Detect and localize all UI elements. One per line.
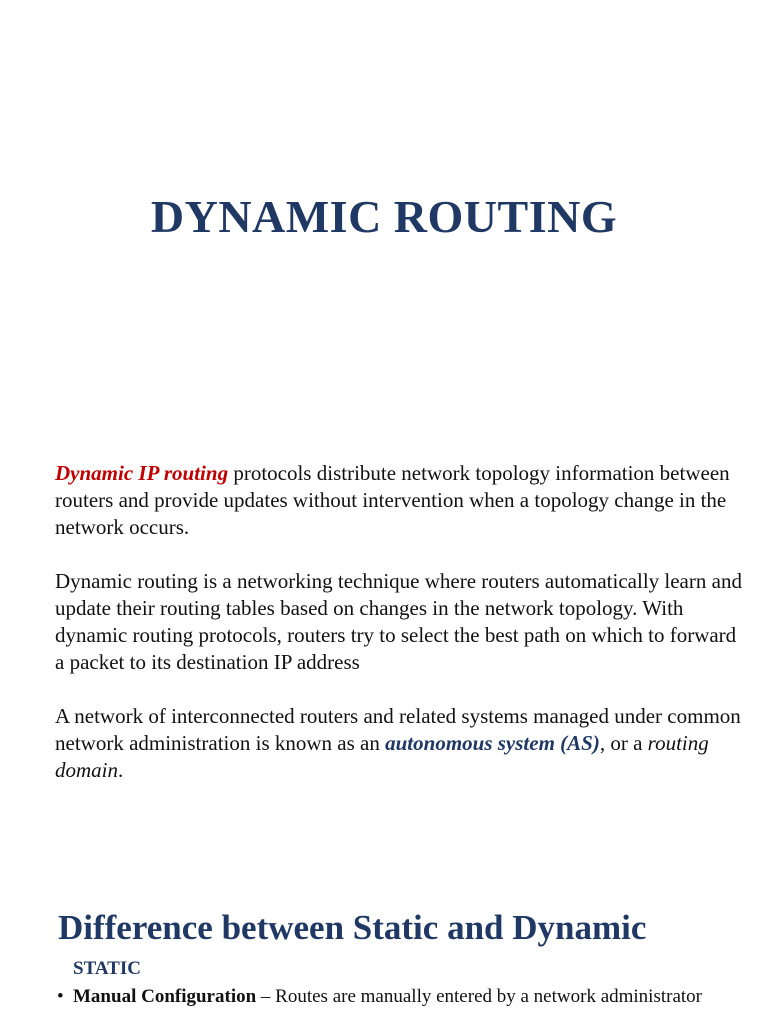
- bullet-title: Manual Configuration: [73, 986, 257, 1007]
- paragraph-text: A network of interconnected routers and related systems managed under common network administration is known as an: [55, 704, 741, 755]
- bullet-text: – Routes are manually entered by a network administrator: [256, 986, 703, 1007]
- paragraph-dynamic-routing-definition: Dynamic routing is a networking technique where routers automatically learn and update their routing tables based on changes in the network topology. With dynamic routing protocols, routers try to select the best path on which to forward a packet to its destination IP address: [55, 569, 742, 674]
- highlight-term-autonomous-system: autonomous system (AS): [385, 731, 600, 755]
- static-bullet-list: [55, 986, 745, 1008]
- paragraph-text: , or a: [599, 731, 648, 755]
- paragraph-autonomous-system: [55, 703, 745, 784]
- highlight-term-dynamic-ip-routing: Dynamic IP routing: [55, 461, 229, 485]
- section-heading: Difference between Static and Dynamic: [58, 908, 647, 947]
- paragraph-text: protocols distribute network topology information between routers and provide updates without intervention when a topology change in the network occurs.: [55, 461, 730, 539]
- paragraph-dynamic-ip-routing: [55, 460, 745, 541]
- italic-term-routing-domain: routing domain: [55, 731, 709, 782]
- slide-title: DYNAMIC ROUTING: [150, 191, 618, 242]
- list-item: [55, 986, 745, 1008]
- bullet-icon: •: [57, 986, 64, 1007]
- static-subheading: STATIC: [73, 958, 141, 979]
- paragraph-text: .: [118, 758, 124, 782]
